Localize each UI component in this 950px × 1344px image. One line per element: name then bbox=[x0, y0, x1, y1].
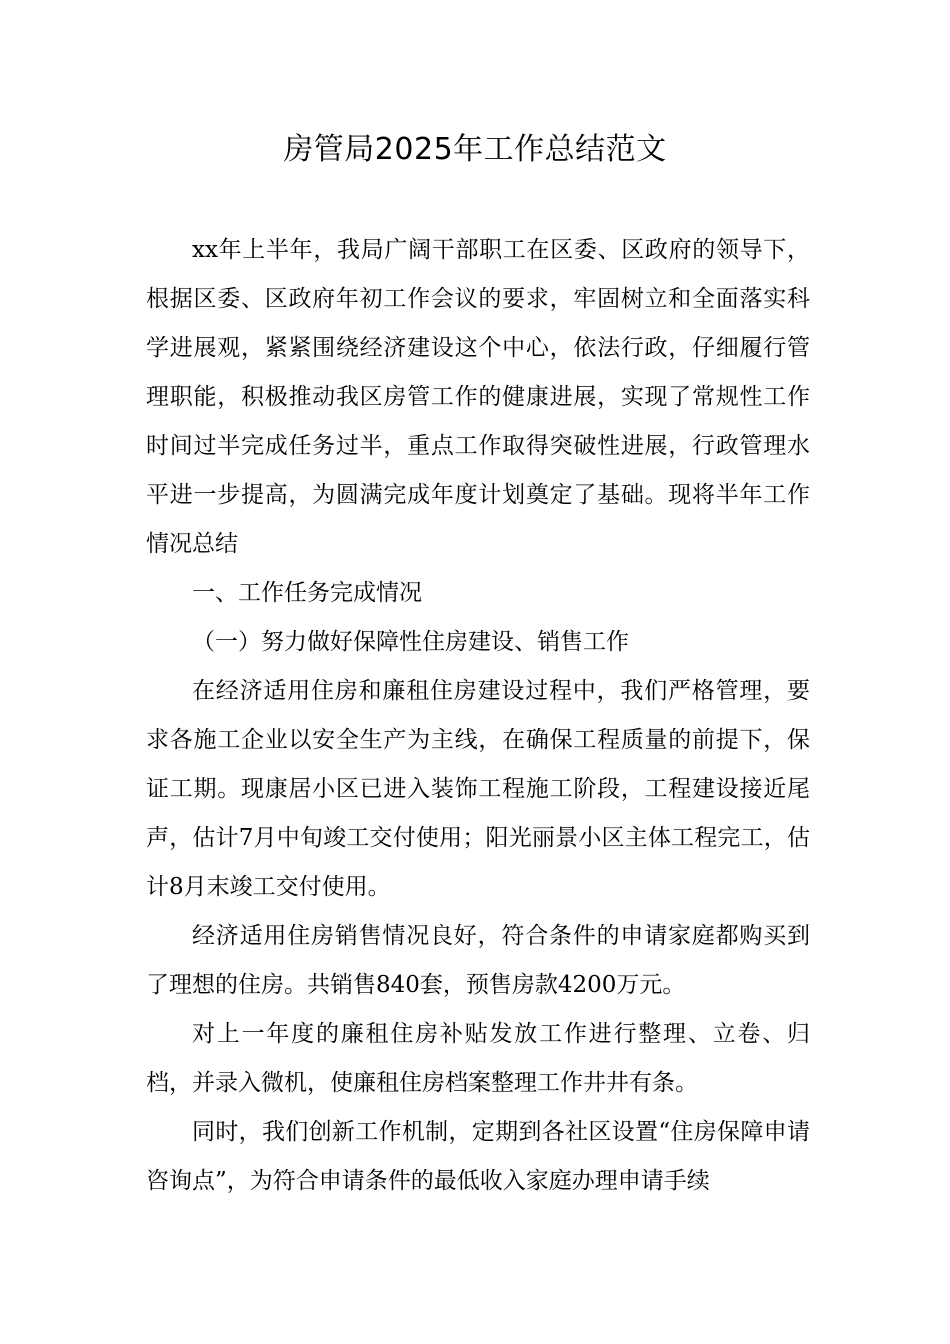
subsection-heading: （一）努力做好保障性住房建设、销售工作 bbox=[192, 629, 629, 655]
document-body bbox=[146, 226, 810, 1206]
paragraph-construction: 在经济适用住房和廉租住房建设过程中，我们严格管理，要求各施工企业以安全生产为主线，在确保工程质量的前提下，保证工期。现康居小区已进入装饰工程施工阶段，工程建设接近尾声，估计7月中旬竣工交付使用；阳光丽景小区主体工程完工，估计8月末竣工交付使用。 bbox=[146, 678, 810, 900]
paragraph-archive: 对上一年度的廉租住房补贴发放工作进行整理、立卷、归档，并录入微机，使廉租住房档案整理工作井井有条。 bbox=[146, 1021, 810, 1096]
paragraph-sales: 经济适用住房销售情况良好，符合条件的申请家庭都购买到了理想的住房。共销售840套，预售房款4200万元。 bbox=[146, 923, 810, 998]
paragraph-consultation: 同时，我们创新工作机制，定期到各社区设置“住房保障申请咨询点”，为符合申请条件的最低收入家庭办理申请手续 bbox=[146, 1119, 810, 1194]
paragraph-intro: xx年上半年，我局广阔干部职工在区委、区政府的领导下，根据区委、区政府年初工作会议的要求，牢固树立和全面落实科学进展观，紧紧围绕经济建设这个中心，依法行政，仔细履行管理职能，积极推动我区房管工作的健康进展，实现了常规性工作时间过半完成任务过半，重点工作取得突破性进展，行政管理水平进一步提高，为圆满完成年度计划奠定了基础。现将半年工作情况总结 bbox=[146, 237, 810, 557]
document-title: 房管局2025年工作总结范文 bbox=[283, 132, 667, 167]
section-heading: 一、工作任务完成情况 bbox=[192, 580, 422, 606]
